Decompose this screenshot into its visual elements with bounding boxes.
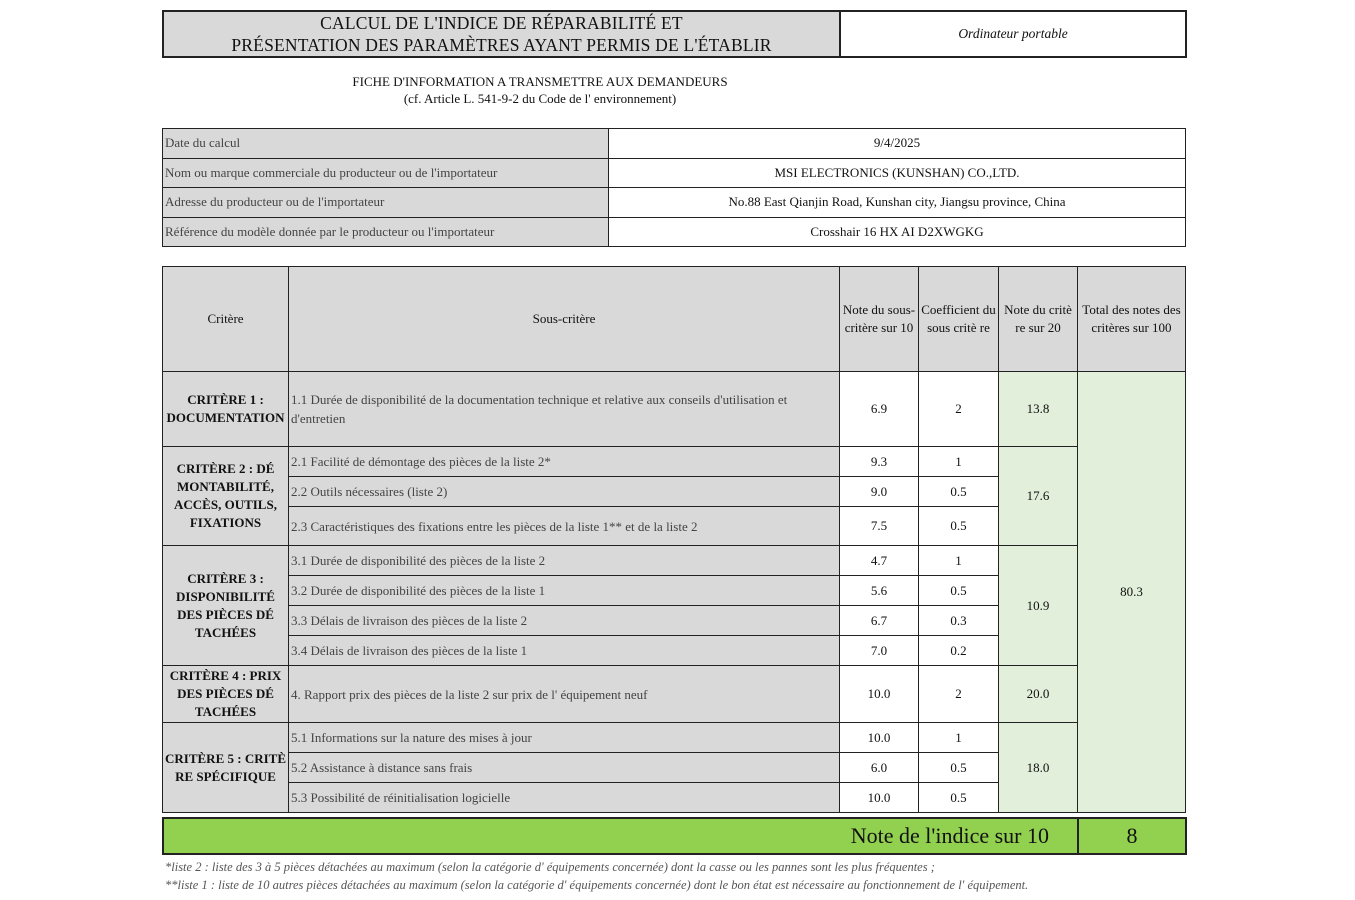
criterion-name: CRITÈRE 5 : CRITÈ RE SPÉCIFIQUE <box>163 723 289 813</box>
result-table <box>162 817 1187 855</box>
result-label: Note de l'indice sur 10 <box>163 818 1078 854</box>
result-value: 8 <box>1078 818 1186 854</box>
subcriterion-label: 3.3 Délais de livraison des pièces de la liste 2 <box>289 606 840 636</box>
subcriterion-score: 10.0 <box>840 783 919 813</box>
subtitle <box>240 73 840 107</box>
table-row <box>163 723 1186 753</box>
subcriterion-score: 4.7 <box>840 546 919 576</box>
subcriterion-score: 6.7 <box>840 606 919 636</box>
subcriterion-label: 3.2 Durée de disponibilité des pièces de la liste 1 <box>289 576 840 606</box>
info-value: Crosshair 16 HX AI D2XWGKG <box>609 217 1186 247</box>
info-value: 9/4/2025 <box>609 129 1186 159</box>
subcriterion-label: 3.4 Délais de livraison des pièces de la liste 1 <box>289 636 840 666</box>
subcriterion-label: 5.3 Possibilité de réinitialisation logicielle <box>289 783 840 813</box>
subcriterion-score: 7.0 <box>840 636 919 666</box>
table-row <box>163 372 1186 447</box>
subcriterion-score: 10.0 <box>840 723 919 753</box>
criterion-name: CRITÈRE 3 : DISPONIBILITÉ DES PIÈCES DÉ TACHÉES <box>163 546 289 666</box>
subcriterion-label: 5.1 Informations sur la nature des mises à jour <box>289 723 840 753</box>
subcriterion-label: 2.2 Outils nécessaires (liste 2) <box>289 477 840 507</box>
footnotes <box>165 858 1028 894</box>
subcriterion-label: 3.1 Durée de disponibilité des pièces de la liste 2 <box>289 546 840 576</box>
criterion-name: CRITÈRE 2 : DÉ MONTABILITÉ, ACCÈS, OUTILS, FIXATIONS <box>163 447 289 546</box>
equipment-type: Ordinateur portable <box>840 11 1186 57</box>
subcriterion-score: 6.0 <box>840 753 919 783</box>
subcriterion-score: 6.9 <box>840 372 919 447</box>
criterion-score: 10.9 <box>999 546 1078 666</box>
table-header-row <box>163 267 1186 372</box>
subcriterion-label: 5.2 Assistance à distance sans frais <box>289 753 840 783</box>
info-row <box>163 158 1186 188</box>
info-label: Adresse du producteur ou de l'importateur <box>163 188 609 218</box>
info-label: Référence du modèle donnée par le producteur ou l'importateur <box>163 217 609 247</box>
criterion-name: CRITÈRE 4 : PRIX DES PIÈCES DÉ TACHÉES <box>163 666 289 723</box>
subcriterion-coefficient: 0.2 <box>919 636 999 666</box>
info-row <box>163 188 1186 218</box>
subcriterion-coefficient: 0.3 <box>919 606 999 636</box>
header-criterion-score: Note du critè re sur 20 <box>999 267 1078 372</box>
info-label: Nom ou marque commerciale du producteur ou de l'importateur <box>163 158 609 188</box>
title-line-1: CALCUL DE L'INDICE DE RÉPARABILITÉ ET <box>320 13 683 33</box>
header-coefficient: Coefficient du sous critè re <box>919 267 999 372</box>
criterion-score: 18.0 <box>999 723 1078 813</box>
subcriterion-coefficient: 1 <box>919 447 999 477</box>
subcriterion-label: 4. Rapport prix des pièces de la liste 2 sur prix de l' équipement neuf <box>289 666 840 723</box>
subcriterion-label: 2.1 Facilité de démontage des pièces de la liste 2* <box>289 447 840 477</box>
header-total: Total des notes des critères sur 100 <box>1078 267 1186 372</box>
footnote-list-1: **liste 1 : liste de 10 autres pièces détachées au maximum (selon la catégorie d' équipements concernée) dont le bon état est nécessaire au fonctionnement de l' équipement. <box>165 878 1029 892</box>
table-row <box>163 447 1186 477</box>
header-sub-score: Note du sous-critère sur 10 <box>840 267 919 372</box>
info-value: No.88 East Qianjin Road, Kunshan city, Jiangsu province, China <box>609 188 1186 218</box>
subcriterion-coefficient: 0.5 <box>919 783 999 813</box>
subcriterion-coefficient: 2 <box>919 666 999 723</box>
table-row <box>163 666 1186 723</box>
table-row <box>163 546 1186 576</box>
header-criterion: Critère <box>163 267 289 372</box>
footnote-list-2: *liste 2 : liste des 3 à 5 pièces détachées au maximum (selon la catégorie d' équipements concernée) dont la casse ou les pannes sont les plus fréquentes ; <box>165 860 935 874</box>
criterion-score: 20.0 <box>999 666 1078 723</box>
subcriterion-label: 1.1 Durée de disponibilité de la documentation technique et relative aux conseils d'utilisation et d'entretien <box>289 372 840 447</box>
subcriterion-coefficient: 0.5 <box>919 477 999 507</box>
subtitle-line-1: FICHE D'INFORMATION A TRANSMETTRE AUX DEMANDEURS <box>352 74 728 89</box>
subcriterion-coefficient: 1 <box>919 723 999 753</box>
info-label: Date du calcul <box>163 129 609 159</box>
subcriterion-score: 9.3 <box>840 447 919 477</box>
subcriterion-coefficient: 0.5 <box>919 507 999 546</box>
subcriterion-label: 2.3 Caractéristiques des fixations entre les pièces de la liste 1** et de la liste 2 <box>289 507 840 546</box>
subcriterion-coefficient: 1 <box>919 546 999 576</box>
subcriterion-score: 9.0 <box>840 477 919 507</box>
subcriterion-score: 7.5 <box>840 507 919 546</box>
header-table <box>162 10 1187 58</box>
info-value: MSI ELECTRONICS (KUNSHAN) CO.,LTD. <box>609 158 1186 188</box>
title-line-2: PRÉSENTATION DES PARAMÈTRES AYANT PERMIS DE L'ÉTABLIR <box>231 35 772 55</box>
subtitle-line-2: (cf. Article L. 541-9-2 du Code de l' environnement) <box>403 91 677 106</box>
info-table <box>162 128 1186 247</box>
criterion-name: CRITÈRE 1 : DOCUMENTATION <box>163 372 289 447</box>
subcriterion-coefficient: 0.5 <box>919 576 999 606</box>
criterion-score: 17.6 <box>999 447 1078 546</box>
info-row <box>163 217 1186 247</box>
criterion-score: 13.8 <box>999 372 1078 447</box>
header-subcriterion: Sous-critère <box>289 267 840 372</box>
scoring-table <box>162 266 1186 813</box>
total-score: 80.3 <box>1078 372 1186 813</box>
subcriterion-score: 10.0 <box>840 666 919 723</box>
document-title <box>163 11 840 57</box>
subcriterion-score: 5.6 <box>840 576 919 606</box>
subcriterion-coefficient: 0.5 <box>919 753 999 783</box>
subcriterion-coefficient: 2 <box>919 372 999 447</box>
info-row <box>163 129 1186 159</box>
